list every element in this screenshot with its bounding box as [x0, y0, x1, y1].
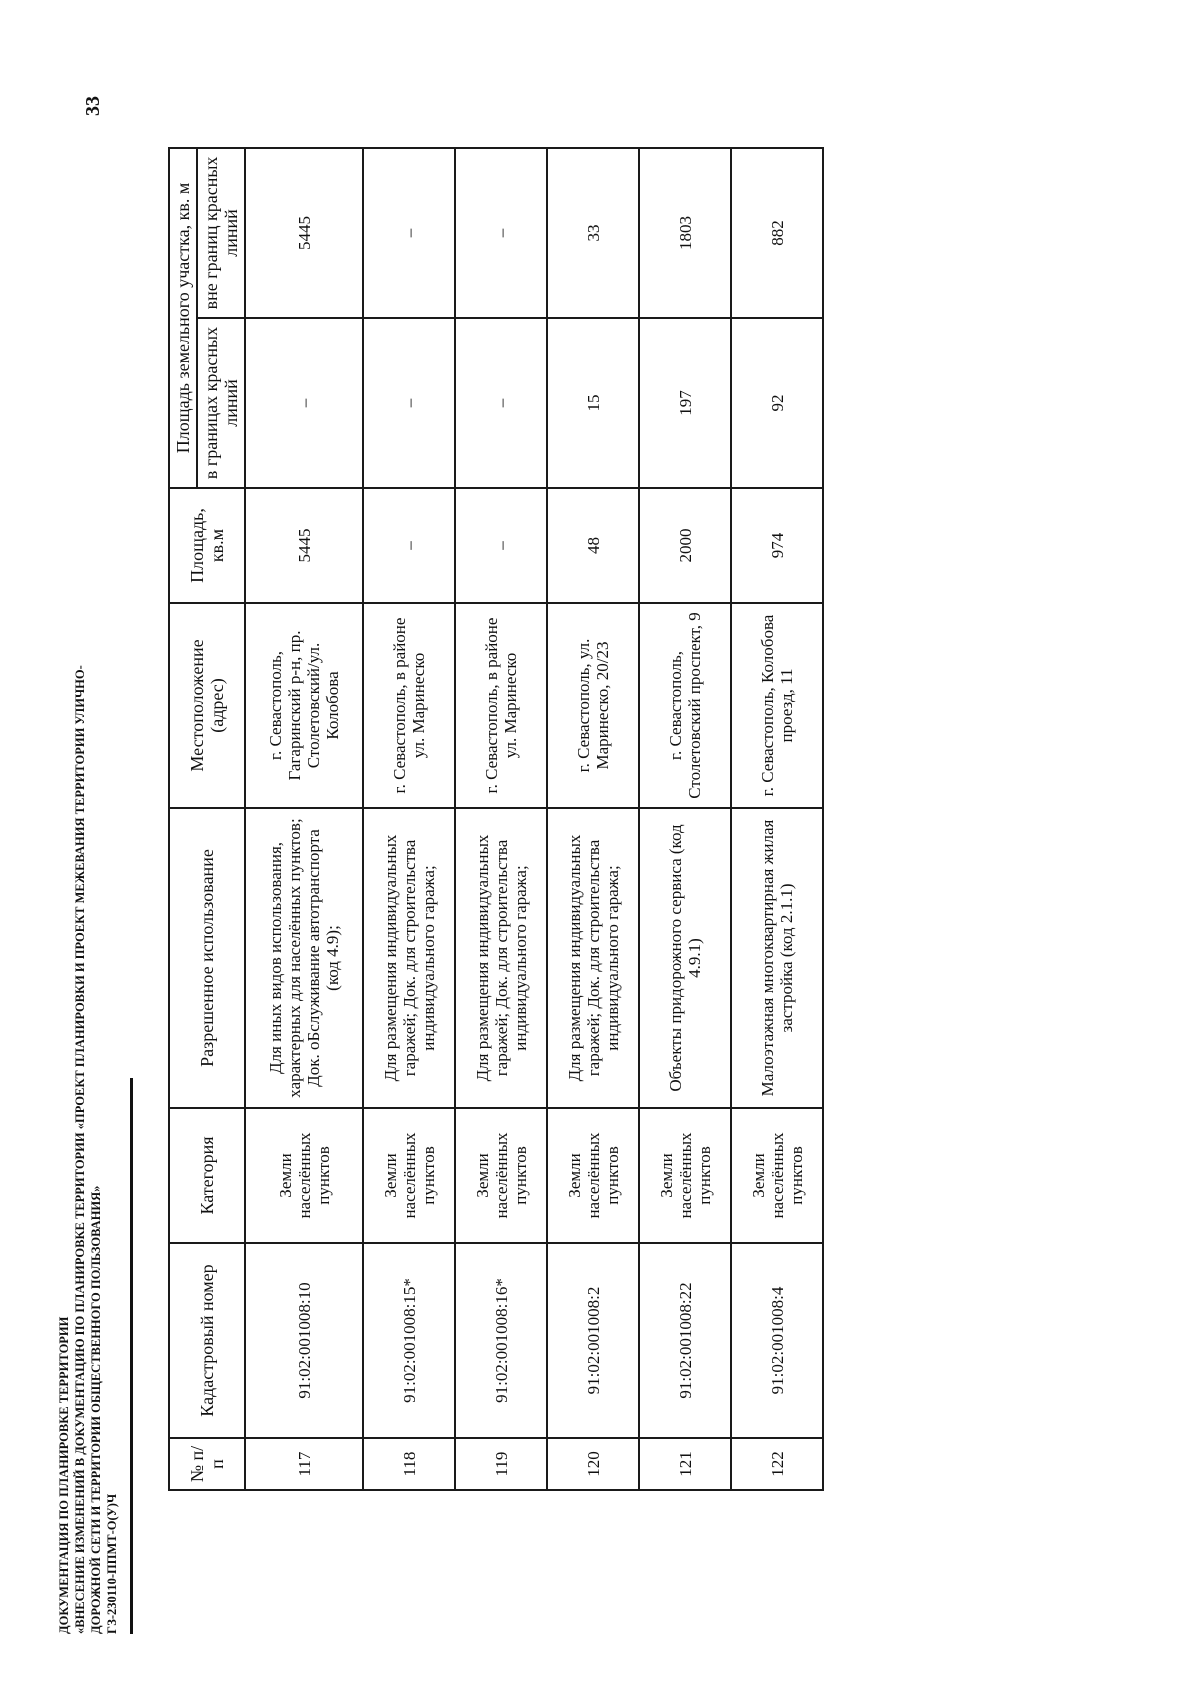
land-plot-table — [168, 147, 824, 1491]
cell-outside-red-lines: 33 — [547, 148, 639, 318]
cell-category: Земли населённых пунктов — [455, 1108, 547, 1243]
cell-usage: Малоэтажная многоквартирная жилая застройка (код 2.1.1) — [731, 808, 823, 1108]
table-row — [363, 148, 455, 1490]
cell-inside-red-lines: 197 — [639, 318, 731, 488]
cell-inside-red-lines: – — [363, 318, 455, 488]
cell-usage: Для размещения индивидуальных гаражей; Док. для строительства индивидуального гаража; — [363, 808, 455, 1108]
cell-cadastral: 91:02:001008:4 — [731, 1243, 823, 1438]
cell-outside-red-lines: – — [363, 148, 455, 318]
page-number: 33 — [82, 96, 104, 116]
cell-cadastral: 91:02:001008:16* — [455, 1243, 547, 1438]
col-cadastral-header: Кадастровый номер — [169, 1243, 245, 1438]
header-line: ГЗ-230110-ППМТ-О(У)Ч — [105, 1493, 119, 1634]
header-row — [169, 148, 197, 1490]
cell-cadastral: 91:02:001008:15* — [363, 1243, 455, 1438]
col-plot-area-group-header: Площадь земельного участка, кв. м — [169, 148, 197, 488]
cell-category: Земли населённых пунктов — [363, 1108, 455, 1243]
cell-category: Земли населённых пунктов — [639, 1108, 731, 1243]
cell-num: 119 — [455, 1438, 547, 1490]
cell-outside-red-lines: 882 — [731, 148, 823, 318]
cell-location: г. Севастополь, в районе ул. Маринеско — [363, 603, 455, 808]
cell-outside-red-lines: – — [455, 148, 547, 318]
col-area-header: Площадь, кв.м — [169, 488, 245, 603]
cell-location: г. Севастополь, Столетовский проспект, 9 — [639, 603, 731, 808]
cell-outside-red-lines: 5445 — [245, 148, 363, 318]
header-line: ДОКУМЕНТАЦИЯ ПО ПЛАНИРОВКЕ ТЕРРИТОРИИ — [57, 1316, 71, 1634]
cell-inside-red-lines: – — [455, 318, 547, 488]
col-num-header: № п/п — [169, 1438, 245, 1490]
cell-location: г. Севастополь, Колобова проезд, 11 — [731, 603, 823, 808]
col-category-header: Категория — [169, 1108, 245, 1243]
col-location-header: Местоположение (адрес) — [169, 603, 245, 808]
cell-cadastral: 91:02:001008:2 — [547, 1243, 639, 1438]
table-row — [639, 148, 731, 1490]
cell-num: 122 — [731, 1438, 823, 1490]
cell-usage: Для размещения индивидуальных гаражей; Док. для строительства индивидуального гаража; — [547, 808, 639, 1108]
header-rule — [130, 1078, 133, 1634]
cell-area: 5445 — [245, 488, 363, 603]
cell-inside-red-lines: – — [245, 318, 363, 488]
cell-category: Земли населённых пунктов — [547, 1108, 639, 1243]
cell-usage: Для иных видов использования, характерных для населённых пунктов; Док. оБслуживание автотранспорта (код 4.9); — [245, 808, 363, 1108]
cell-area: 974 — [731, 488, 823, 603]
cell-outside-red-lines: 1803 — [639, 148, 731, 318]
cell-area: – — [363, 488, 455, 603]
cell-area: – — [455, 488, 547, 603]
cell-inside-red-lines: 15 — [547, 318, 639, 488]
cell-cadastral: 91:02:001008:22 — [639, 1243, 731, 1438]
cell-num: 120 — [547, 1438, 639, 1490]
document-header — [56, 334, 120, 1634]
header-line: ДОРОЖНОЙ СЕТИ И ТЕРРИТОРИИ ОБЩЕСТВЕННОГО ПОЛЬЗОВАНИЯ» — [89, 1185, 103, 1634]
cell-num: 118 — [363, 1438, 455, 1490]
cell-cadastral: 91:02:001008:10 — [245, 1243, 363, 1438]
cell-area: 48 — [547, 488, 639, 603]
cell-category: Земли населённых пунктов — [731, 1108, 823, 1243]
table-row — [731, 148, 823, 1490]
table-row — [455, 148, 547, 1490]
col-usage-header: Разрешенное использование — [169, 808, 245, 1108]
cell-usage: Объекты придорожного сервиса (код 4.9.1) — [639, 808, 731, 1108]
cell-location: г. Севастополь, ул. Маринеско, 20/23 — [547, 603, 639, 808]
table-row — [245, 148, 363, 1490]
col-inside-red-lines-header: в границах красных линий — [197, 318, 245, 488]
cell-num: 117 — [245, 1438, 363, 1490]
cell-category: Земли населённых пунктов — [245, 1108, 363, 1243]
cell-usage: Для размещения индивидуальных гаражей; Док. для строительства индивидуального гаража; — [455, 808, 547, 1108]
col-outside-red-lines-header: вне границ красных линий — [197, 148, 245, 318]
cell-num: 121 — [639, 1438, 731, 1490]
cell-area: 2000 — [639, 488, 731, 603]
cell-location: г. Севастополь, в районе ул. Маринеско — [455, 603, 547, 808]
cell-location: г. Севастополь, Гагаринский р-н, пр. Столетовский/ул. Колобова — [245, 603, 363, 808]
cell-inside-red-lines: 92 — [731, 318, 823, 488]
table-row — [547, 148, 639, 1490]
header-line: «ВНЕСЕНИЕ ИЗМЕНЕНИЙ В ДОКУМЕНТАЦИЮ ПО ПЛАНИРОВКЕ ТЕРРИТОРИИ «ПРОЕКТ ПЛАНИРОВКИ И ПРОЕКТ МЕЖЕВАНИЯ ТЕРРИТОРИИ УЛИЧНО- — [73, 665, 87, 1634]
